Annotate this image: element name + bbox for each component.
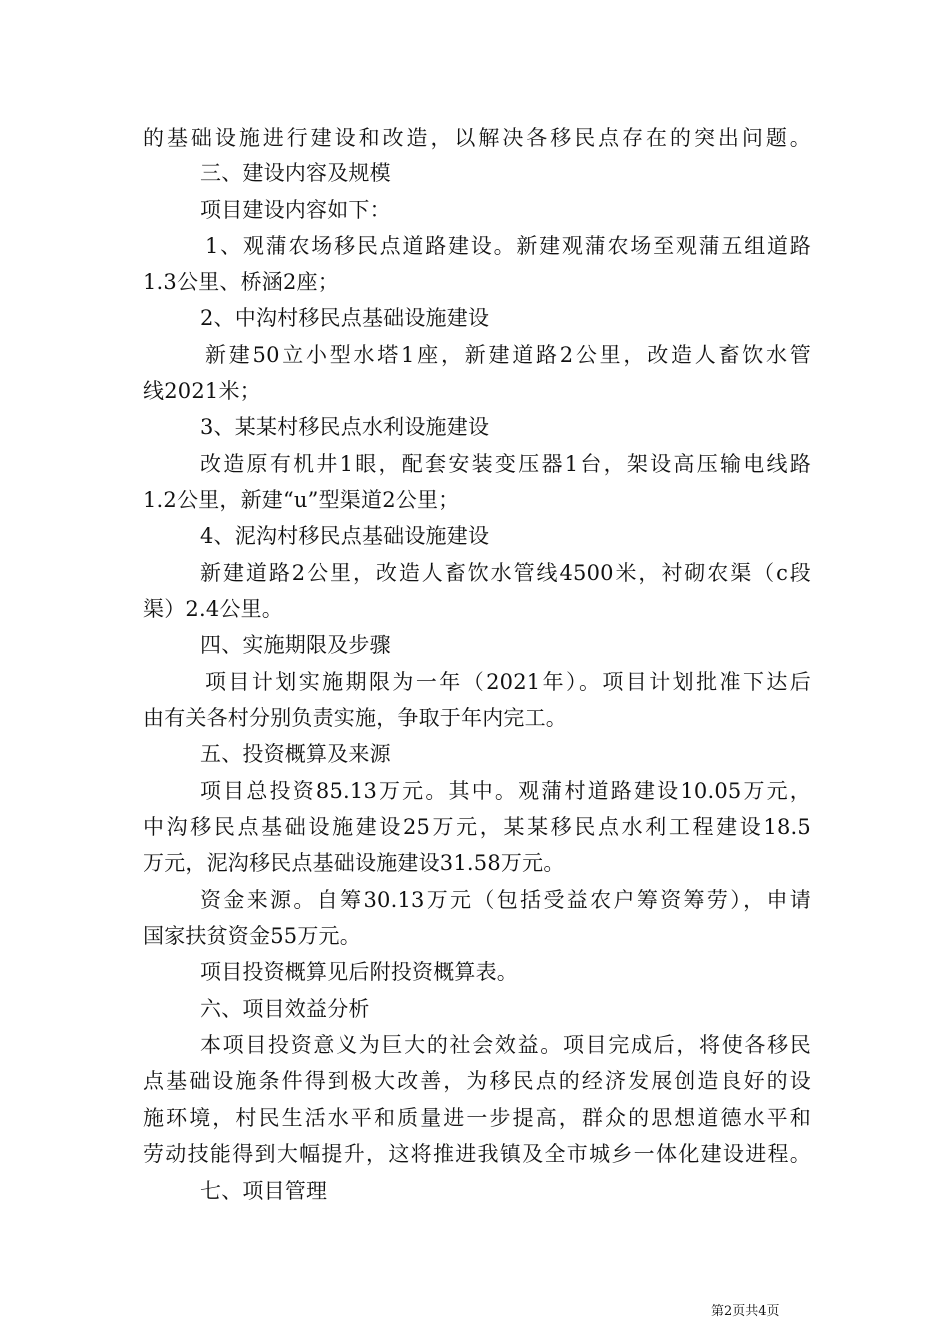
text-line: 施环境，村民生活水平和质量进一步提高，群众的思想道德水平和 <box>143 1106 811 1130</box>
text-line: 万元，泥沟移民点基础设施建设31.58万元。 <box>143 851 565 875</box>
text-line: 资金来源。自筹30.13万元（包括受益农户筹资筹劳），申请 <box>200 888 811 912</box>
list-item: 1、观蒲农场移民点道路建设。新建观蒲农场至观蒲五组道路 <box>205 234 811 258</box>
text-line: 点基础设施条件得到极大改善，为移民点的经济发展创造良好的设 <box>143 1069 811 1093</box>
text-line: 线2021米； <box>143 379 261 403</box>
section-heading: 四、实施期限及步骤 <box>200 633 391 657</box>
text-line: 新建50立小型水塔1座，新建道路2公里，改造人畜饮水管 <box>205 343 811 367</box>
text-line: 1.3公里、桥涵2座； <box>143 270 339 294</box>
text-line: 项目总投资85.13万元。其中。观蒲村道路建设10.05万元， <box>200 779 811 803</box>
text-line: 1.2公里，新建“u”型渠道2公里； <box>143 488 460 512</box>
text-line: 新建道路2公里，改造人畜饮水管线4500米，衬砌农渠（c段 <box>200 561 811 585</box>
text-line: 项目建设内容如下： <box>200 198 391 222</box>
list-item: 3、某某村移民点水利设施建设 <box>200 415 490 439</box>
text-line: 的基础设施进行建设和改造，以解决各移民点存在的突出问题。 <box>143 126 811 150</box>
text-line: 劳动技能得到大幅提升，这将推进我镇及全市城乡一体化建设进程。 <box>143 1142 811 1166</box>
section-heading: 七、项目管理 <box>200 1179 328 1203</box>
section-heading: 六、项目效益分析 <box>200 997 370 1021</box>
text-line: 由有关各村分别负责实施，争取于年内完工。 <box>143 706 567 730</box>
section-heading: 三、建设内容及规模 <box>200 161 391 185</box>
text-line: 中沟移民点基础设施建设25万元，某某移民点水利工程建设18.5 <box>143 815 811 839</box>
text-line: 渠）2.4公里。 <box>143 597 283 621</box>
text-line: 项目计划实施期限为一年（2021年）。项目计划批准下达后 <box>205 670 811 694</box>
text-line: 国家扶贫资金55万元。 <box>143 924 361 948</box>
text-line: 项目投资概算见后附投资概算表。 <box>200 960 518 984</box>
text-line: 改造原有机井1眼，配套安装变压器1台，架设高压输电线路 <box>200 452 811 476</box>
list-item: 4、泥沟村移民点基础设施建设 <box>200 524 490 548</box>
section-heading: 五、投资概算及来源 <box>200 742 391 766</box>
text-line: 本项目投资意义为巨大的社会效益。项目完成后，将使各移民 <box>200 1033 811 1057</box>
page-number: 第2页共4页 <box>711 1304 780 1319</box>
list-item: 2、中沟村移民点基础设施建设 <box>200 306 490 330</box>
